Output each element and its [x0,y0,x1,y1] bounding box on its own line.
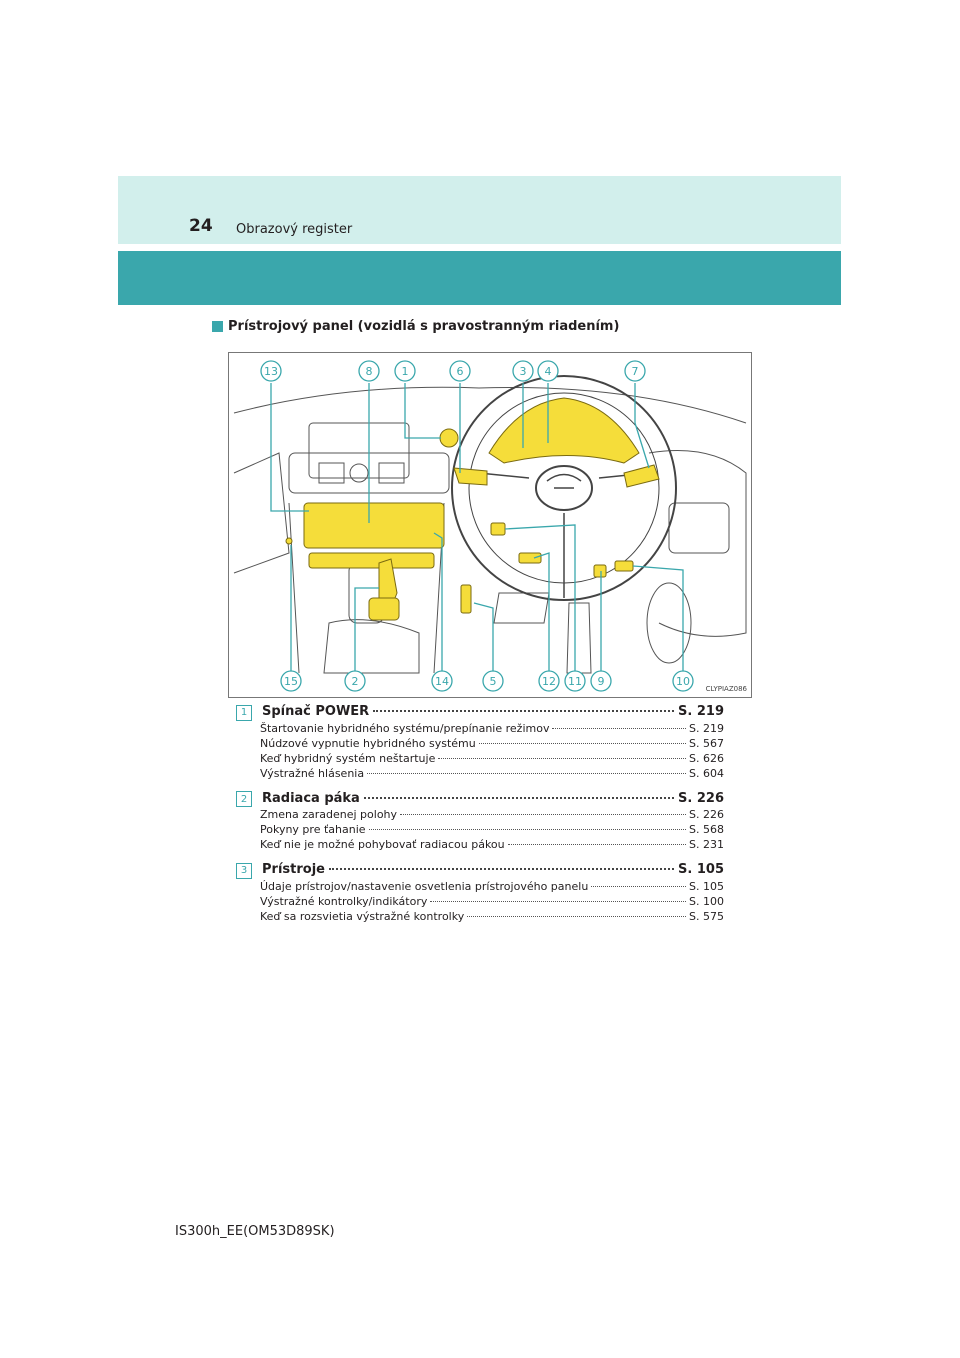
sub-item-text: Údaje prístrojov/nastavenie osvetlenia prístrojového panelu [260,879,589,893]
switch-lower-left-highlight [491,523,505,535]
right-vent [379,463,404,483]
page-reference-link[interactable]: S. 226 [689,808,724,821]
callout-3 [513,361,533,381]
svg-text:10: 10 [676,675,690,688]
left-vent [319,463,344,483]
svg-text:7: 7 [631,365,639,378]
leader-12 [534,553,549,671]
entry-number-badge: 1 [236,705,252,721]
dot-leader [591,886,686,887]
svg-text:9: 9 [597,675,605,688]
section-heading [212,319,619,334]
left-switch-highlight [286,538,292,544]
callout-12 [539,671,559,691]
page-reference-link[interactable]: S. 568 [689,823,724,836]
page-reference-link[interactable]: S. 626 [689,751,724,765]
callout-14 [432,671,452,691]
callout-1 [395,361,415,381]
svg-text:15: 15 [284,675,298,688]
dot-leader [479,743,686,744]
sub-item [260,822,724,837]
svg-text:14: 14 [435,675,449,688]
entry-list [236,704,724,934]
accelerator-pedal [567,603,591,673]
page-reference-link[interactable]: S. 100 [689,894,724,908]
sub-item-text: Núdzové vypnutie hybridného systému [260,736,476,750]
page-reference-link[interactable]: S. 219 [689,721,724,735]
right-stalk-highlight [624,465,659,487]
callout-8 [359,361,379,381]
dashboard-drawing [229,353,751,697]
leader-1 [405,383,441,438]
entry-title: Prístroje [262,862,325,877]
page-reference-link[interactable]: S. 575 [689,909,724,923]
page-number: 24 [189,216,213,236]
left-panel [234,453,289,573]
parking-brake-highlight [461,585,471,613]
svg-text:13: 13 [264,365,278,378]
callout-2 [345,671,365,691]
window-switches [669,503,729,553]
door-panel [649,451,746,637]
sub-item [260,736,724,751]
dot-leader [438,758,686,759]
callout-10 [673,671,693,691]
sub-item-text: Pokyny pre ťahanie [260,823,366,836]
entry-title: Radiaca páka [262,790,360,806]
dot-leader [373,710,674,712]
square-bullet-icon [212,321,223,332]
display-screen [309,423,409,478]
sub-item-text: Keď nie je možné pohybovať radiacou pákou [260,838,505,851]
svg-text:2: 2 [351,675,359,688]
callout-4 [538,361,558,381]
entry-number-badge: 3 [236,863,252,879]
sub-item [260,894,724,909]
dashboard-illustration [228,352,752,698]
leader-13 [271,383,309,511]
section-band [118,251,841,305]
sub-item-text: Keď hybridný systém neštartuje [260,751,436,765]
dot-leader [400,814,686,815]
left-stalk-highlight [454,468,487,485]
entry-title: Spínač POWER [262,704,370,719]
entry-heading [236,791,724,808]
speaker [647,583,691,663]
callout-7 [625,361,645,381]
page-title: Obrazový register [236,222,353,237]
center-clock [350,464,368,482]
page-reference-link[interactable]: S. 231 [689,838,724,851]
sub-item [260,721,724,736]
footer-model-code: IS300h_EE(OM53D89SK) [175,1224,335,1239]
sub-item [260,751,724,766]
wheel-spokes [479,473,649,598]
callout-5 [483,671,503,691]
sub-item [260,837,724,852]
svg-text:12: 12 [542,675,556,688]
callout-15 [281,671,301,691]
callout-6 [450,361,470,381]
page-reference-link[interactable]: S. 105 [689,879,724,893]
sub-item [260,807,724,822]
svg-text:8: 8 [365,365,373,378]
sub-item-text: Zmena zaradenej polohy [260,808,398,821]
dot-leader [367,773,686,774]
dot-leader [364,797,674,799]
leader-5 [474,603,493,671]
sub-item [260,766,724,781]
section-heading-text: Prístrojový panel (vozidlá s pravostranným riadením) [228,319,620,334]
figure-code: CLYPIAZ086 [705,685,747,693]
svg-text:11: 11 [568,675,582,688]
shifter-boot-highlight [369,598,399,620]
header-band [118,176,841,244]
entry-heading [236,704,724,721]
entry-power-switch [236,704,724,781]
callout-11 [565,671,585,691]
entry-meters [236,862,724,924]
audio-panel-highlight [304,503,444,548]
callout-9 [591,671,611,691]
dot-leader [508,844,686,845]
dot-leader [369,829,686,830]
hood-release-highlight [594,565,606,577]
page-reference-link[interactable]: S. 604 [689,766,724,780]
dot-leader [467,916,686,917]
dot-leader [329,868,674,870]
page-reference-link[interactable]: S. 105 [678,862,724,877]
page-reference-link[interactable]: S. 219 [678,704,724,719]
climate-panel-highlight [309,553,434,568]
entry-shift-lever [236,791,724,853]
leader-10 [633,566,683,671]
entry-number-badge: 2 [236,791,252,807]
dot-leader [552,728,686,729]
console-tray [324,620,419,673]
sub-item [260,909,724,924]
svg-text:5: 5 [489,675,497,688]
sub-item-text: Keď sa rozsvietia výstražné kontrolky [260,909,465,923]
svg-text:3: 3 [519,365,527,378]
lexus-emblem [547,475,581,489]
power-switch-highlight [440,429,458,447]
sub-item [260,879,724,894]
leader-7 [635,383,649,468]
entry-heading [236,862,724,879]
svg-text:6: 6 [456,365,464,378]
page-reference-link[interactable]: S. 567 [689,736,724,750]
sub-item-text: Štartovanie hybridného systému/prepínanie režimov [260,721,550,735]
sub-item-text: Výstražné kontrolky/indikátory [260,894,428,908]
fuel-door-highlight [615,561,633,571]
callout-13 [261,361,281,381]
dot-leader [430,901,686,902]
svg-text:1: 1 [401,365,409,378]
meter-cluster-highlight [489,398,639,463]
tilt-lever-highlight [519,553,541,563]
sub-item-text: Výstražné hlásenia [260,766,365,780]
svg-text:4: 4 [544,365,552,378]
page-reference-link[interactable]: S. 226 [678,790,724,806]
